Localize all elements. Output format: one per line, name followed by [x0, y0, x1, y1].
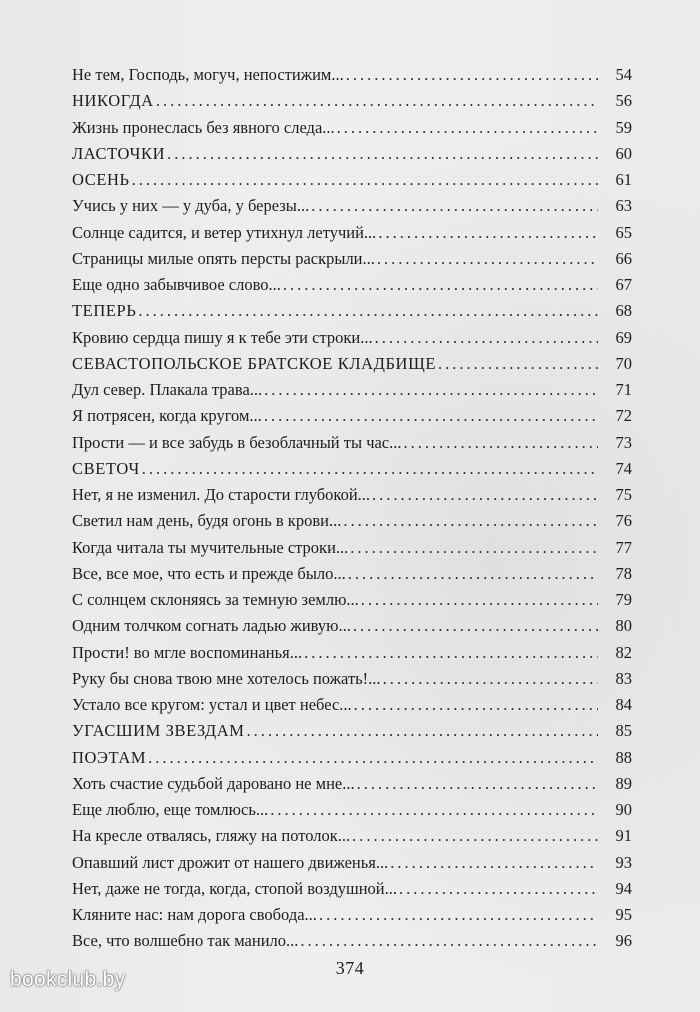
toc-entry-page: 69 — [615, 327, 632, 347]
toc-entry-title: Учись у них — у дуба, у березы... — [72, 196, 310, 216]
toc-dot-leader — [390, 850, 598, 876]
toc-entry-page: 79 — [615, 590, 632, 609]
toc-entry — [72, 220, 632, 246]
toc-entry-page: 90 — [615, 800, 632, 819]
toc-dot-leader — [319, 902, 598, 928]
toc-entry-page: 61 — [615, 170, 632, 189]
toc-entry — [72, 535, 632, 561]
toc-entry-title: Все, что волшебно так манило... — [72, 931, 299, 951]
toc-dot-leader — [311, 193, 598, 219]
toc-dot-leader — [377, 246, 598, 272]
toc-dot-leader — [138, 298, 598, 324]
toc-dot-leader — [167, 141, 598, 167]
toc-entry — [72, 692, 632, 718]
toc-dot-leader — [148, 745, 598, 771]
toc-entry — [72, 298, 632, 324]
toc-entry — [72, 823, 632, 849]
toc-dot-leader — [348, 561, 598, 587]
toc-dot-leader — [378, 220, 598, 246]
toc-entry — [72, 876, 632, 902]
toc-entry-page: 94 — [615, 878, 632, 898]
toc-entry-page: 80 — [615, 616, 632, 636]
toc-entry — [72, 325, 632, 351]
page-number: 374 — [335, 958, 365, 978]
toc-entry-title: Прости — и все забудь в безоблачный ты час... — [72, 432, 402, 452]
toc-entry-page: 70 — [615, 353, 632, 373]
toc-entry-page: 95 — [615, 905, 632, 924]
toc-entry-page: 88 — [615, 747, 632, 767]
toc-dot-leader — [372, 482, 598, 508]
toc-entry-page: 82 — [615, 642, 632, 662]
toc-dot-leader — [375, 325, 598, 351]
toc-entry-title: На кресле отвалясь, гляжу на потолок... — [72, 826, 351, 846]
toc-entry-page: 84 — [615, 695, 632, 714]
toc-entry-title: Опавший лист дрожит от нашего движенья... — [72, 852, 389, 872]
toc-dot-leader — [350, 535, 598, 561]
toc-dot-leader — [270, 797, 598, 823]
toc-entry — [72, 62, 632, 88]
table-of-contents — [72, 62, 632, 955]
toc-dot-leader — [304, 640, 598, 666]
toc-entry — [72, 246, 632, 272]
toc-dot-leader — [337, 115, 598, 141]
toc-dot-leader — [438, 351, 598, 377]
toc-entry — [72, 797, 632, 823]
toc-entry-page: 74 — [615, 458, 632, 478]
toc-entry-page: 73 — [615, 432, 632, 452]
toc-entry — [72, 167, 632, 193]
toc-entry-page: 85 — [615, 721, 632, 741]
toc-entry — [72, 456, 632, 482]
toc-entry-title: СЕВАСТОПОЛЬСКОЕ БРАТСКОЕ КЛАДБИЩЕ — [72, 353, 436, 373]
toc-entry-page: 54 — [615, 65, 632, 84]
toc-entry-page: 60 — [615, 143, 632, 163]
toc-dot-leader — [156, 88, 598, 114]
toc-entry-page: 68 — [615, 301, 632, 321]
toc-entry-page: 83 — [615, 668, 632, 688]
toc-dot-leader — [132, 167, 598, 193]
toc-entry-title: Еще люблю, еще томлюсь... — [72, 800, 269, 819]
toc-dot-leader — [264, 377, 598, 403]
toc-entry-page: 91 — [615, 826, 632, 846]
toc-entry-title: Светил нам день, будя огонь в крови... — [72, 511, 342, 531]
toc-entry-page: 75 — [615, 485, 632, 504]
toc-entry-title: Нет, даже не тогда, когда, стопой воздушной... — [72, 878, 397, 898]
toc-entry — [72, 403, 632, 429]
toc-entry-title: Не тем, Господь, могуч, непостижим... — [72, 65, 344, 84]
toc-entry-page: 77 — [615, 537, 632, 557]
toc-entry — [72, 430, 632, 456]
toc-entry-title: Солнце садится, и ветер утихнул летучий... — [72, 222, 377, 242]
toc-dot-leader — [399, 876, 598, 902]
toc-dot-leader — [353, 613, 598, 639]
toc-entry-page: 71 — [615, 380, 632, 399]
watermark-logo: bookclub.by — [10, 968, 126, 991]
toc-entry — [72, 561, 632, 587]
toc-entry-title: ПОЭТАМ — [72, 747, 147, 767]
toc-entry-page: 72 — [615, 406, 632, 426]
toc-entry-page: 93 — [615, 852, 632, 872]
toc-entry-title: СВЕТОЧ — [72, 458, 140, 478]
toc-dot-leader — [247, 718, 598, 744]
toc-entry-page: 89 — [615, 773, 632, 793]
toc-entry-page: 67 — [615, 275, 632, 294]
toc-entry-title: Хоть счастие судьбой даровано не мне... — [72, 773, 355, 793]
toc-dot-leader — [346, 62, 598, 88]
toc-entry-title: УГАСШИМ ЗВЕЗДАМ — [72, 721, 245, 741]
toc-entry — [72, 902, 632, 928]
toc-entry-page: 66 — [615, 248, 632, 268]
toc-dot-leader — [361, 587, 598, 613]
toc-entry — [72, 928, 632, 954]
toc-entry-page: 59 — [615, 117, 632, 137]
toc-entry — [72, 272, 632, 298]
toc-entry — [72, 115, 632, 141]
toc-dot-leader — [283, 272, 598, 298]
toc-entry-title: НИКОГДА — [72, 91, 154, 111]
toc-entry — [72, 193, 632, 219]
toc-entry — [72, 141, 632, 167]
toc-dot-leader — [343, 508, 598, 534]
toc-entry-page: 96 — [615, 931, 632, 951]
toc-entry-page: 78 — [615, 563, 632, 583]
toc-entry — [72, 718, 632, 744]
toc-entry-title: Кровию сердца пишу я к тебе эти строки... — [72, 327, 373, 347]
toc-entry-page: 65 — [615, 222, 632, 242]
toc-dot-leader — [354, 692, 598, 718]
toc-entry-title: Кляните нас: нам дорога свобода... — [72, 905, 317, 924]
toc-entry — [72, 587, 632, 613]
toc-dot-leader — [352, 823, 598, 849]
toc-entry-title: Нет, я не изменил. До старости глубокой... — [72, 485, 371, 504]
toc-dot-leader — [264, 403, 598, 429]
toc-entry — [72, 745, 632, 771]
toc-entry-page: 63 — [615, 196, 632, 216]
toc-entry-title: Дул север. Плакала трава... — [72, 380, 263, 399]
toc-dot-leader — [383, 666, 598, 692]
toc-entry — [72, 640, 632, 666]
toc-entry-title: Устало все кругом: устал и цвет небес... — [72, 695, 352, 714]
toc-entry-title: Когда читала ты мучительные строки... — [72, 537, 349, 557]
toc-entry — [72, 377, 632, 403]
toc-entry — [72, 771, 632, 797]
toc-entry — [72, 666, 632, 692]
toc-entry-title: ОСЕНЬ — [72, 170, 130, 189]
toc-dot-leader — [142, 456, 598, 482]
toc-entry — [72, 508, 632, 534]
toc-entry-title: Еще одно забывчивое слово... — [72, 275, 281, 294]
toc-entry — [72, 351, 632, 377]
toc-entry-title: Жизнь пронеслась без явного следа... — [72, 117, 335, 137]
toc-dot-leader — [404, 430, 598, 456]
toc-entry-title: Одним толчком согнать ладью живую... — [72, 616, 351, 636]
toc-entry-title: Страницы милые опять персты раскрыли... — [72, 248, 375, 268]
toc-entry — [72, 88, 632, 114]
toc-entry-title: Все, все мое, что есть и прежде было... — [72, 563, 346, 583]
toc-dot-leader — [300, 928, 598, 954]
toc-dot-leader — [357, 771, 598, 797]
toc-entry-title: С солнцем склоняясь за темную землю... — [72, 590, 359, 609]
toc-entry-page: 56 — [615, 91, 632, 111]
toc-entry — [72, 850, 632, 876]
toc-entry-page: 76 — [615, 511, 632, 531]
toc-entry — [72, 613, 632, 639]
toc-entry-title: ЛАСТОЧКИ — [72, 143, 166, 163]
toc-entry — [72, 482, 632, 508]
toc-entry-title: ТЕПЕРЬ — [72, 301, 137, 321]
toc-entry-title: Я потрясен, когда кругом... — [72, 406, 262, 426]
toc-entry-title: Руку бы снова твою мне хотелось пожать!... — [72, 668, 381, 688]
toc-entry-title: Прости! во мгле воспоминанья... — [72, 642, 303, 662]
